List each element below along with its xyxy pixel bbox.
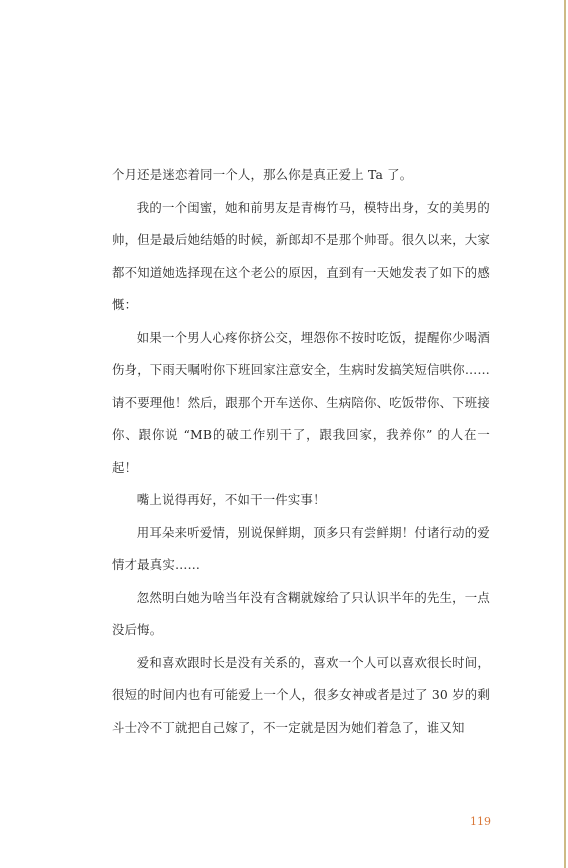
paragraph: 如果一个男人心疼你挤公交，埋怨你不按时吃饭，提醒你少喝酒伤身，下雨天嘱咐你下班回家注意安全，生病时发搞笑短信哄你……请不要理他！然后，跟那个开车送你、生病陪你、吃饭带你、下班接你、跟你说 “MB的破工作别干了，跟我回家，我养你” 的人在一起！ — [112, 329, 490, 475]
paragraph: 用耳朵来听爱情，别说保鲜期，顶多只有尝鲜期！付诸行动的爱情才最真实…… — [112, 524, 490, 572]
paragraph: 个月还是迷恋着同一个人，那么你是真正爱上 Ta 了。 — [112, 167, 413, 182]
body-text — [112, 159, 490, 744]
paragraph: 我的一个闺蜜，她和前男友是青梅竹马，模特出身，女的美男的帅，但是最后她结婚的时候，新郎却不是那个帅哥。很久以来，大家都不知道她选择现在这个老公的原因，直到有一天她发表了如下的感慨： — [112, 199, 490, 312]
page-number: 119 — [470, 815, 491, 828]
page-edge-line — [564, 0, 566, 868]
paragraph: 嘴上说得再好，不如干一件实事！ — [136, 492, 326, 507]
paragraph: 爱和喜欢跟时长是没有关系的，喜欢一个人可以喜欢很长时间，很短的时间内也有可能爱上一个人，很多女神或者是过了 30 岁的剩斗士冷不丁就把自己嫁了，不一定就是因为她们着急了，谁又知 — [112, 654, 490, 735]
paragraph: 忽然明白她为啥当年没有含糊就嫁给了只认识半年的先生，一点没后悔。 — [112, 589, 490, 637]
